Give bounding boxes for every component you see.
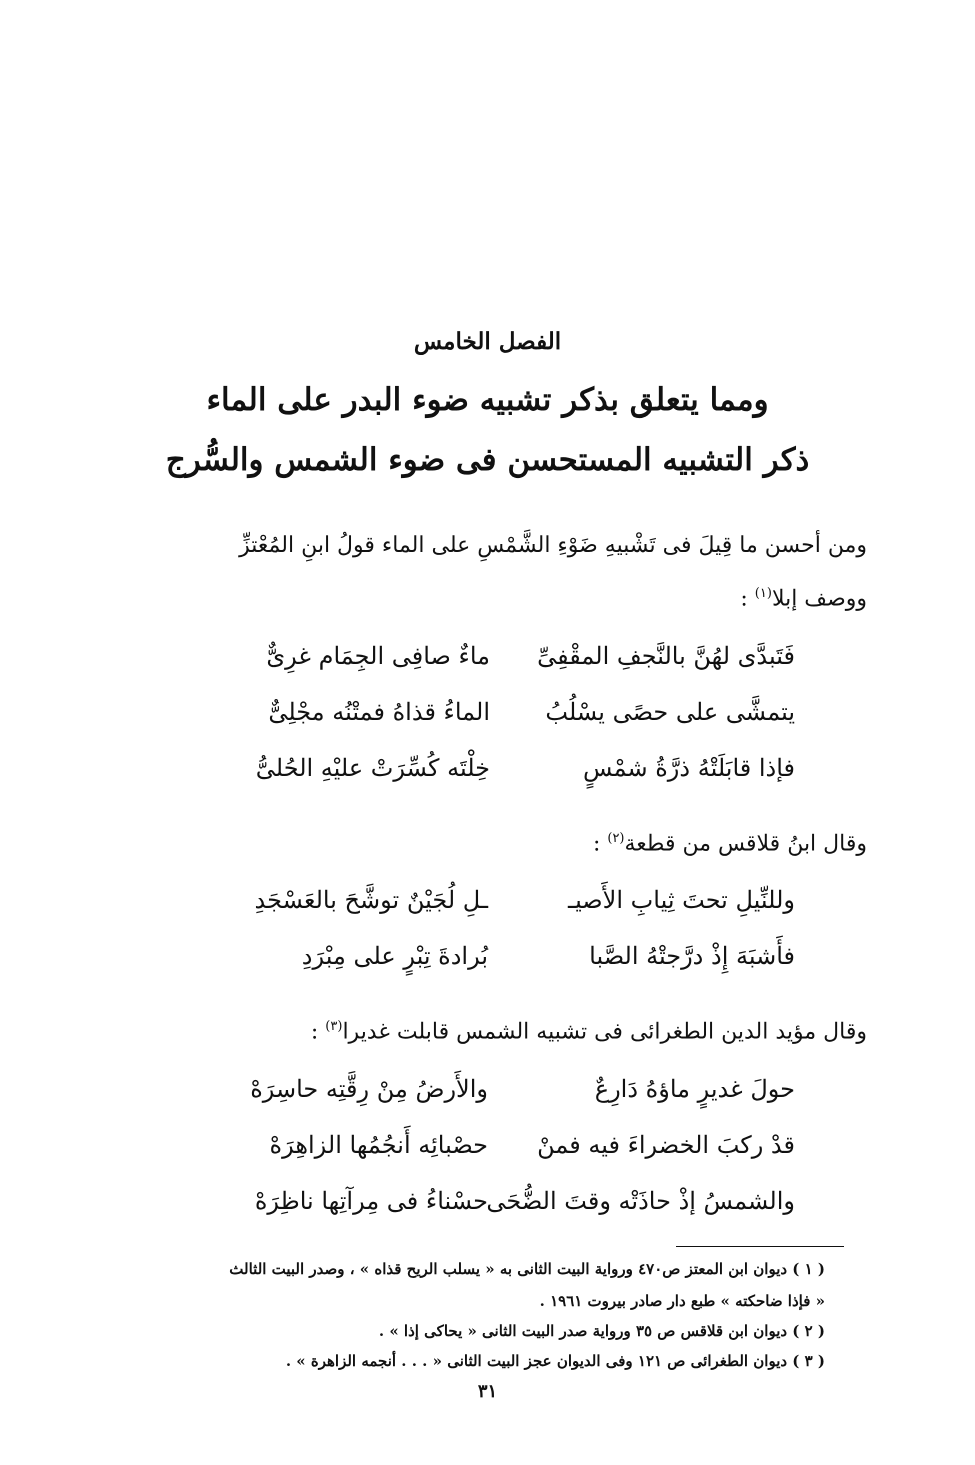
verse-1-3-second-hemistich: خِلْتَه كُسِّرَتْ عليْهِ الحُلىُّ: [255, 754, 490, 782]
footnote-divider: [676, 1246, 844, 1247]
intro-paragraph-1-line-2: [107, 586, 867, 611]
footnote-1-line-2: « فإذا ضاحكته » طبع دار صادر بيروت ١٩٦١ .: [539, 1292, 825, 1310]
verse-1-1-second-hemistich: ماءٌ صافِى الجِمَام غرِىٌّ: [266, 642, 490, 670]
footnote-1-line-1: ( ١ ) ديوان ابن المعتز ص٤٧٠ ورواية البيت الثانى به « يسلب الريح قذاه » ، وصدر البيت الثالث: [229, 1260, 825, 1278]
footnote-ref-2: (٢): [607, 831, 625, 846]
chapter-heading: الفصل الخامس: [413, 328, 562, 355]
section-title-2: ذكر التشبيه المستحسن فى ضوء الشمس والسُّرج: [165, 442, 810, 478]
footnote-ref-3: (٣): [325, 1019, 343, 1034]
verse-3-2-first-hemistich: قدْ ركبَ الخضراءَ فيه فمنْ: [537, 1131, 795, 1159]
intro-paragraph-3: [107, 1019, 867, 1044]
intro-paragraph-2: [107, 831, 867, 856]
verse-2-1-second-hemistich: ـلِ لُجَيْنٌ توشَّحَ بالعَسْجَدِ: [254, 886, 488, 914]
verse-2-1-first-hemistich: وللنِّيلِ تحتَ ثِيابِ الأَصيـ: [568, 886, 795, 914]
verse-1-3-first-hemistich: فإذا قابَلَتْهُ ذرَّةُ شمْسٍ: [583, 754, 795, 782]
page-number: ٣١: [477, 1381, 498, 1402]
intro-text: وقال مؤيد الدين الطغرائى فى تشبيه الشمس قابلت غديرا: [342, 1019, 867, 1045]
footnote-3: ( ٣ ) ديوان الطغرائى ص ١٢١ وفى الديوان عجز البيت الثانى « . . . أنجمه الزاهرة » .: [285, 1352, 825, 1370]
intro-text: ووصف إبلا: [771, 586, 867, 612]
verse-1-1-first-hemistich: فَتَبدَّى لهُنَّ بالنَّجفِ المقْفِىِّ: [537, 642, 795, 670]
section-title-1: ومما يتعلق بذكر تشبيه ضوء البدر على الماء: [206, 382, 769, 418]
intro-colon: :: [740, 586, 755, 612]
intro-colon: :: [310, 1019, 326, 1045]
verse-2-2-first-hemistich: فأَشبَهَ إِذْ درَّجتْهُ الصَّبا: [589, 942, 795, 970]
footnote-ref-1: (١): [754, 586, 772, 601]
intro-colon: :: [592, 831, 608, 857]
verse-3-3-first-hemistich: والشمسُ إذْ حاذَتْه وقتَ الضُّحَى: [486, 1187, 795, 1215]
verse-1-2-first-hemistich: يتمشَّى على حصًى يسْلُبُ: [545, 698, 795, 726]
verse-3-2-second-hemistich: حصْبائِه أَنجُمُها الزاهِرَهْ: [269, 1131, 488, 1159]
verse-1-2-second-hemistich: الماءُ قذاهُ فمتْنُه مجْلِىٌّ: [268, 698, 490, 726]
footnote-2: ( ٢ ) ديوان ابن قلاقس ص ٣٥ ورواية صدر البيت الثانى « يحاكى إذا » .: [378, 1322, 825, 1340]
intro-text: وقال ابنُ قلاقس من قطعة: [624, 831, 867, 857]
verse-3-3-second-hemistich: حسْناءُ فى مِرآتِها ناظِرَهْ: [254, 1187, 488, 1215]
verse-2-2-second-hemistich: بُرادةَ تِبْرٍ على مِبْرَدِ: [301, 942, 488, 970]
intro-paragraph-1-line-1: ومن أحسن ما قِيلَ فى تَشْبيهِ ضَوْءِ الشَّمْسِ على الماء قولُ ابنِ المُعْتزِّ: [239, 533, 867, 558]
verse-3-1-first-hemistich: حولَ غديرٍ ماؤهُ دَارِعٌ: [594, 1075, 795, 1103]
verse-3-1-second-hemistich: والأَرضُ مِنْ رِقَّتِه حاسِرَهْ: [250, 1075, 488, 1103]
